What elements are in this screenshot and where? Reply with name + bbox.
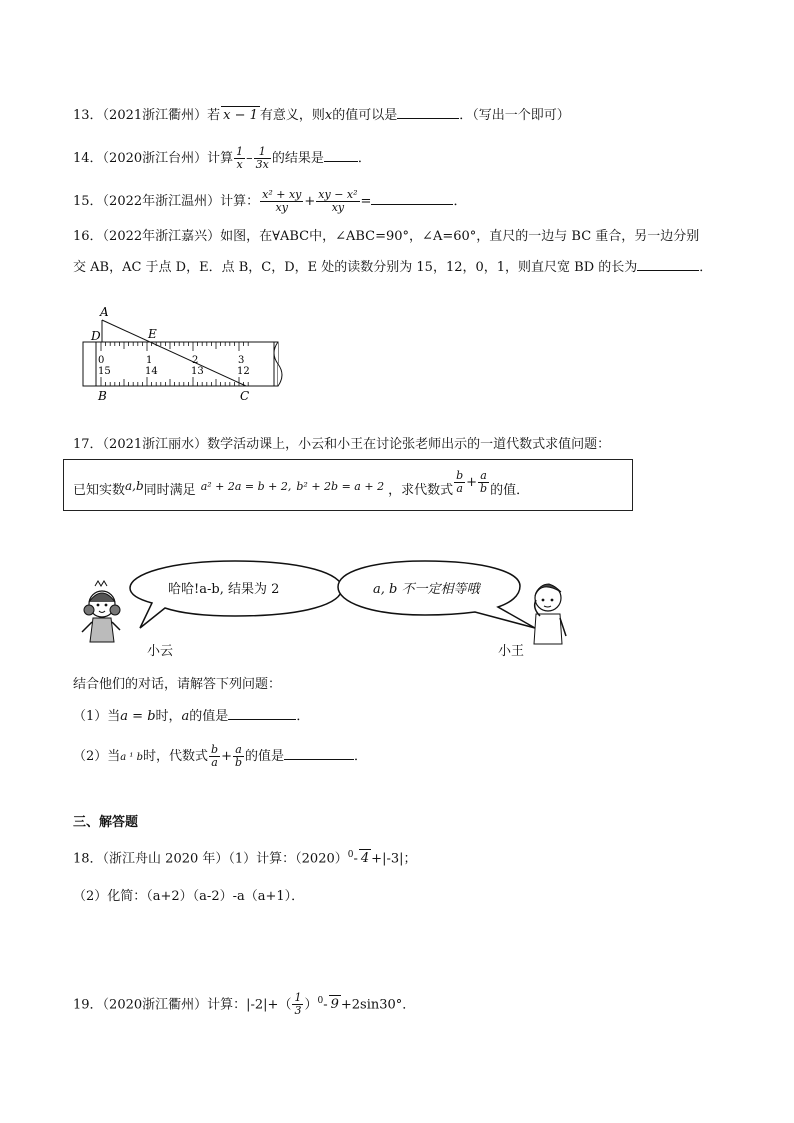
label-D: D	[91, 329, 101, 343]
q17-lead: 17．（2021浙江丽水）数学活动课上，小云和小王在讨论张老师出示的一道代数式求值问题：	[73, 437, 611, 452]
name-xiaoyun: 小云	[147, 644, 174, 659]
q17-box-text-a: 已知实数	[73, 483, 126, 498]
q17-part1	[73, 707, 309, 726]
q18-minus: -	[353, 851, 358, 867]
q17-box-eq1: a² + 2a = b + 2,	[200, 480, 292, 493]
label-E: E	[148, 327, 157, 341]
q17-instruction: 结合他们的对话，请解答下列问题：	[73, 677, 282, 692]
q19-radical: 9	[330, 997, 339, 1013]
q17-p2-mid: 时，代数式	[143, 749, 209, 764]
q17-p1-lead: （1）当	[73, 709, 121, 724]
tick-bottom-14: 14	[145, 366, 158, 377]
q16-line-1: 16．（2022年浙江嘉兴）如图，在∀ABC中，∠ABC=90°，∠A=60°，直尺的一边与 BC 重合，另一边分别	[73, 229, 700, 244]
q15-equals: =	[360, 194, 372, 209]
label-C: C	[240, 389, 250, 403]
tick-bottom-15: 15	[98, 366, 111, 377]
tick-top-2: 2	[192, 355, 199, 366]
q17-p1-condition: a = b	[120, 709, 156, 724]
tick-top-0: 0	[98, 355, 105, 366]
left-bubble-text: 哈哈!a-b, 结果为 2	[168, 582, 280, 597]
q13-var: x	[324, 108, 333, 123]
q15-plus: +	[304, 194, 316, 209]
q17-p2-fraction-2: $\frac{a}{b}$	[234, 743, 243, 769]
q17-box-fraction-1: $\frac{b}{a}$	[456, 469, 464, 495]
q17-p1-var: a	[181, 709, 190, 724]
q17-box-fraction-2: $\frac{a}{b}$	[480, 469, 488, 495]
q18-exponent: 0	[347, 850, 354, 860]
label-A: A	[100, 305, 109, 319]
name-xiaowang: 小王	[498, 644, 525, 659]
q14-end: ．	[357, 151, 371, 166]
q14-answer-blank	[324, 149, 358, 162]
q18-radical: 4	[360, 851, 370, 867]
q19-line	[73, 992, 415, 1017]
q13-mid: 有意义，则	[259, 108, 325, 123]
q15-fraction-2: $\frac{\text{xy − x²}}{xy}$	[318, 188, 358, 214]
q13-lead: 13．（2021浙江衢州）若	[73, 108, 221, 123]
q16-answer-blank	[637, 258, 699, 271]
q14-minus: –	[246, 151, 253, 166]
q17-p1-end: ．	[296, 709, 310, 724]
right-bubble-text: a, b 不一定相等哦	[373, 582, 480, 597]
q15-lead: 15．（2022年浙江温州）计算：	[73, 194, 260, 209]
q17-box-eq2: b² + 2b = a + 2	[296, 480, 385, 493]
q17-box-ab: a,b	[125, 479, 144, 493]
q17-p1-answer-blank	[228, 707, 296, 720]
q15-answer-blank	[371, 192, 453, 205]
q16-line-2	[73, 258, 712, 277]
q19-exponent: 0	[317, 996, 324, 1006]
q16-figure	[78, 300, 298, 410]
label-B: B	[98, 389, 107, 403]
q13-line	[73, 106, 570, 125]
q17-p1-mid: 时，	[155, 709, 182, 724]
q14-line	[73, 146, 371, 171]
xiaowang-character-icon	[534, 584, 566, 644]
q13-answer-blank	[397, 106, 459, 119]
q14-fraction-2: $\frac{1}{3x}$	[255, 145, 269, 171]
section-3-title: 三、解答题	[73, 815, 139, 830]
xiaoyun-character-icon	[82, 581, 120, 642]
q15-end: ．	[453, 194, 467, 209]
q18-line-1	[73, 846, 417, 868]
q17-part2	[73, 744, 367, 769]
q16-line-2-text: 交 AB，AC 于点 D，E．点 B，C，D，E 处的读数分别为 15，12，0，1，则直尺宽 BD 的长为	[73, 260, 638, 275]
q13-end: ．（写出一个即可）	[459, 108, 570, 123]
q18-text-a: 18．（浙江舟山 2020 年）（1）计算：（2020）	[73, 851, 348, 867]
q17-box-content	[73, 469, 530, 503]
q17-p2-condition: a ¹ b	[120, 752, 144, 763]
q17-p2-end: ．	[354, 749, 368, 764]
q18-text-c: +|-3|；	[371, 851, 417, 867]
ruler-body	[83, 342, 278, 386]
tick-top-3: 3	[238, 355, 245, 366]
tick-bottom-12: 12	[237, 366, 250, 377]
q17-p2-lead: （2）当	[73, 749, 121, 764]
q15-line	[73, 189, 466, 214]
q16-end: ．	[699, 260, 713, 275]
q17-p2-tail: 的值是	[245, 749, 285, 764]
q17-p2-fraction-1: $\frac{b}{a}$	[211, 743, 219, 769]
q18-line-2: （2）化简：（a+2）（a-2）-a（a+1）．	[73, 889, 305, 904]
q17-p2-answer-blank	[284, 747, 354, 760]
q17-box-text-c: ，求代数式	[388, 483, 454, 498]
q13-tail: 的值可以是	[332, 108, 398, 123]
q14-fraction-1: $\frac{1}{x}$	[236, 145, 244, 171]
q19-minus: -	[323, 997, 328, 1013]
q14-lead: 14．（2020浙江台州）计算	[73, 151, 234, 166]
q19-close-paren: ）	[304, 997, 318, 1013]
q14-tail: 的结果是	[271, 151, 324, 166]
q17-p1-tail: 的值是	[189, 709, 229, 724]
q17-box-text-d: 的值．	[490, 483, 530, 498]
q19-fraction: $\frac{1}{3}$	[294, 991, 302, 1018]
q19-lead: 19．（2020浙江衢州）计算：|-2|+（	[73, 997, 292, 1013]
q13-radical: x − 1	[223, 108, 258, 123]
q19-tail: +2sin30°．	[340, 997, 416, 1013]
q15-fraction-1: $\frac{\text{x² + xy}}{xy}$	[262, 188, 302, 214]
q17-p2-plus: +	[221, 749, 232, 764]
tick-top-1: 1	[146, 355, 153, 366]
tick-bottom-13: 13	[191, 366, 204, 377]
q17-box-plus: +	[466, 475, 478, 490]
q17-box-text-b: 同时满足	[143, 483, 196, 498]
